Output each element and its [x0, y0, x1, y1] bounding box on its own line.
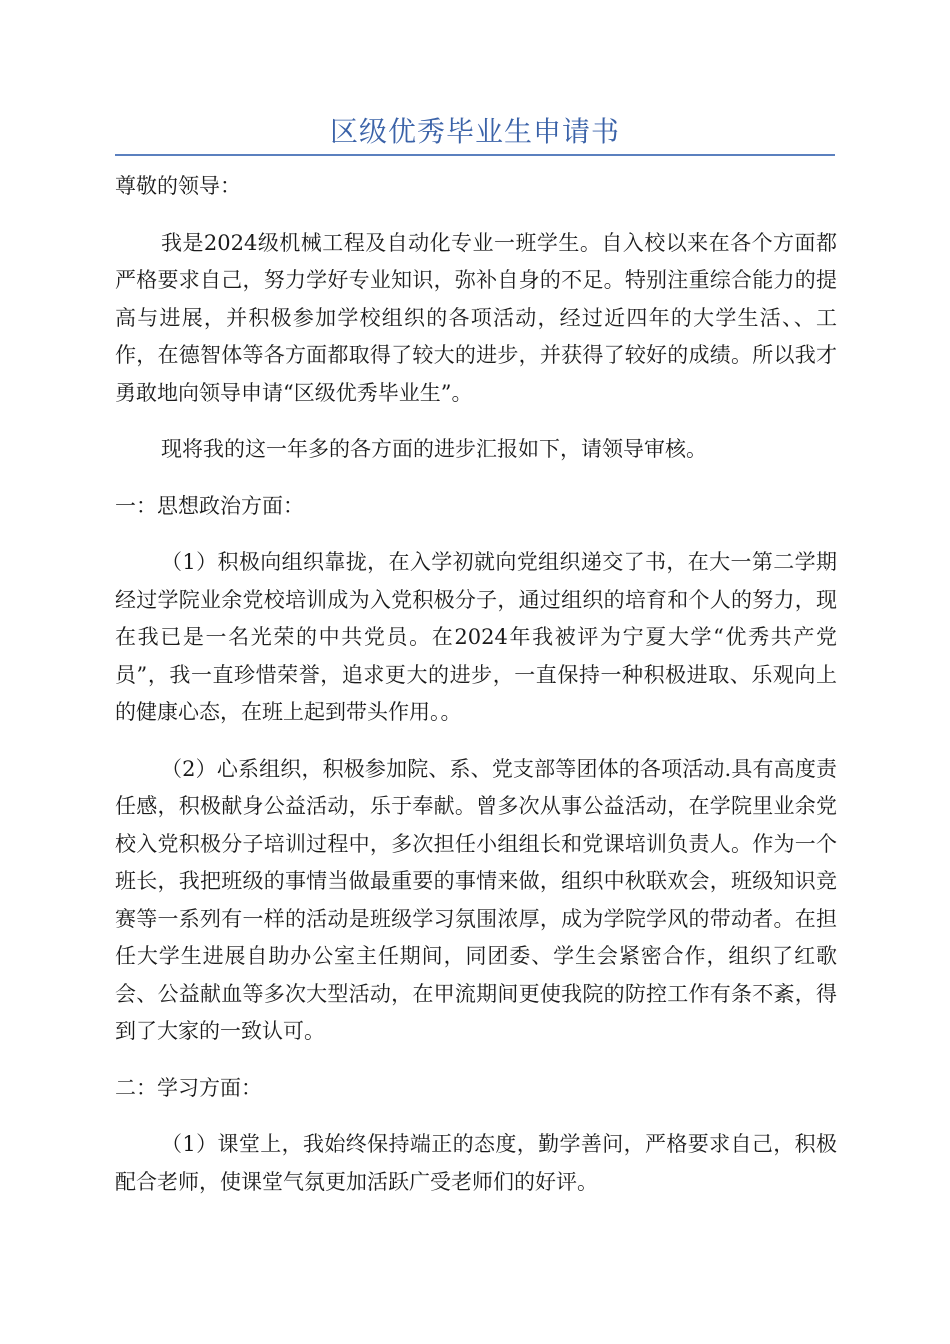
- section-heading-study: 二：学习方面：: [115, 1075, 262, 1100]
- report-paragraph: 现将我的这一年多的各方面的进步汇报如下，请领导审核。: [161, 437, 707, 461]
- section-heading-political: 一：思想政治方面：: [115, 493, 304, 518]
- title-underline: [115, 154, 835, 156]
- political-item-1: （1）积极向组织靠拢，在入学初就向党组织递交了书，在大一第二学期经过学院业余党校培训成为入党积极分子，通过组织的培育和个人的努力，现在我已是一名光荣的中共党员。在2024年我被评为宁夏大学“优秀共产党员”，我一直珍惜荣誉，追求更大的进步，一直保持一种积极进取、乐观向上的健康心态，在班上起到带头作用。。: [115, 550, 837, 724]
- document-title: 区级优秀毕业生申请书: [329, 115, 620, 148]
- salutation: 尊敬的领导：: [115, 174, 241, 198]
- political-item-2: （2）心系组织，积极参加院、系、党支部等团体的各项活动.具有高度责任感，积极献身公益活动，乐于奉献。曾多次从事公益活动，在学院里业余党校入党积极分子培训过程中，多次担任小组组长和党课培训负责人。作为一个班长，我把班级的事情当做最重要的事情来做，组织中秋联欢会，班级知识竞赛等一系列有一样的活动是班级学习氛围浓厚，成为学院学风的带动者。在担任大学生进展自助办公室主任期间，同团委、学生会紧密合作，组织了红歌会、公益献血等多次大型活动，在甲流期间更使我院的防控工作有条不紊，得到了大家的一致认可。: [115, 756, 837, 1043]
- intro-paragraph: 我是2024级机械工程及自动化专业一班学生。自入校以来在各个方面都严格要求自己，努力学好专业知识，弥补自身的不足。特别注重综合能力的提高与进展，并积极参加学校组织的各项活动，经过近四年的大学生活、、工作，在德智体等各方面都取得了较大的进步，并获得了较好的成绩。所以我才勇敢地向领导申请“区级优秀毕业生”。: [115, 230, 837, 405]
- study-item-1: （1）课堂上，我始终保持端正的态度，勤学善问，严格要求自己，积极配合老师，使课堂气氛更加活跃广受老师们的好评。: [115, 1132, 837, 1194]
- document-body: [115, 168, 837, 1220]
